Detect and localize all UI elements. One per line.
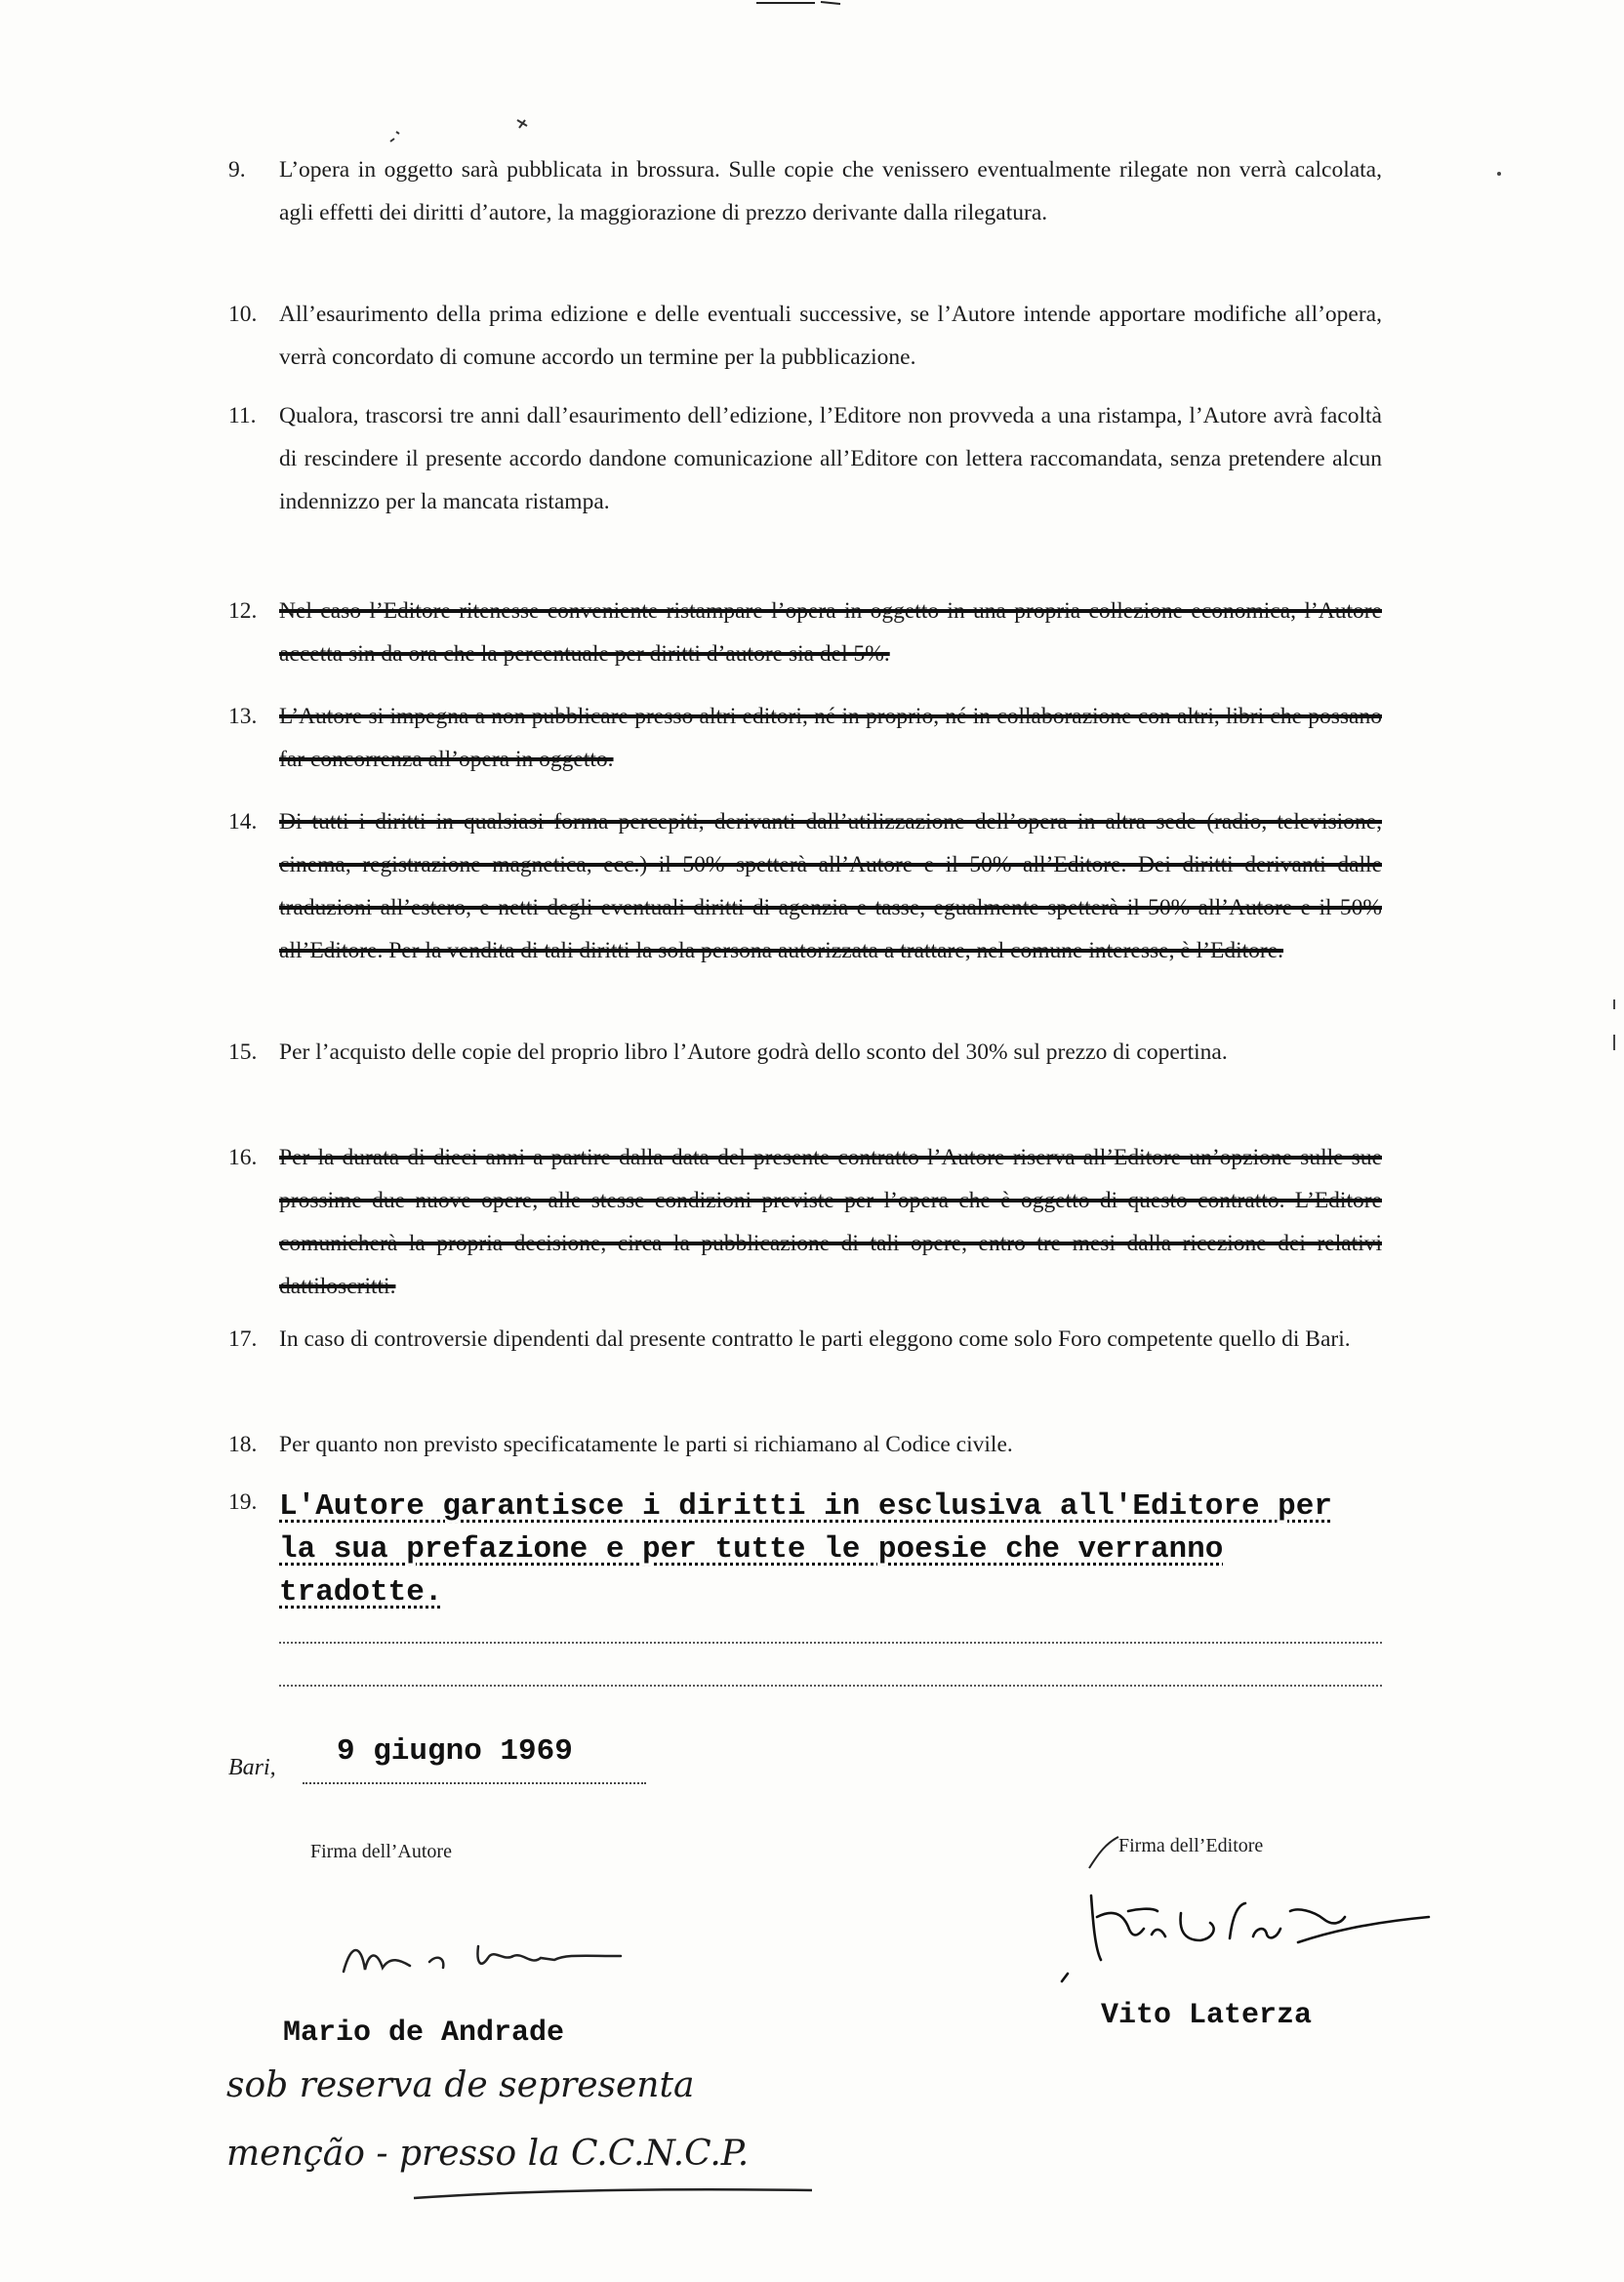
clause-number: 19. <box>228 1489 258 1515</box>
clause-text: Nel caso l’Editore ritenesse conveniente ristampare l’opera in oggetto in una propria collezione economica, l’Autore accetta sin da ora che la percentuale per diritti d’autore sia del 5%. <box>279 598 1382 667</box>
place-label: Bari, <box>228 1755 276 1780</box>
clause-number: 15. <box>228 1039 258 1065</box>
handwritten-note-line-2: menção - presso la C.C.N.C.P. <box>226 2134 750 2174</box>
clause-11 <box>230 394 1382 523</box>
author-signature <box>332 1933 634 1991</box>
clause-text: All’esaurimento della prima edizione e delle eventuali successive, se l’Autore intende apportare modifiche all’opera, verrà concordato di comune accordo un termine per la pubblicazione. <box>279 302 1382 370</box>
clause-17 <box>230 1318 1382 1361</box>
margin-mark <box>1491 166 1511 185</box>
clause-12-struck <box>230 590 1382 675</box>
clause-text: Qualora, trascorsi tre anni dall’esaurimento dell’edizione, l’Editore non provveda a una ristampa, l’Autore avrà facoltà di rescindere il presente accordo dandone comunicazione all’Editore con lettera raccomandata, senza pretendere alcun indennizzo per la mancata ristampa. <box>279 403 1382 514</box>
clause-number: 16. <box>228 1145 258 1170</box>
clause-text: Per quanto non previsto specificatamente le parti si richiamano al Codice civile. <box>279 1432 1013 1457</box>
author-signature-label: Firma dell’Autore <box>310 1841 452 1862</box>
clause-number: 10. <box>228 302 258 327</box>
margin-mark <box>1608 996 1620 1054</box>
author-typed-name: Mario de Andrade <box>283 2017 565 2050</box>
top-scan-mark <box>756 0 844 8</box>
clause-number: 9. <box>228 157 246 183</box>
clause-15 <box>230 1031 1382 1074</box>
publisher-signature-label: Firma dell’Editore <box>1118 1835 1264 1856</box>
clause-number: 18. <box>228 1432 258 1457</box>
blank-line <box>279 1685 1382 1687</box>
clause-text: Per l’acquisto delle copie del proprio libro l’Autore godrà dello sconto del 30% sul prezzo di copertina. <box>279 1039 1228 1065</box>
clause-9 <box>230 148 1382 234</box>
clause-14-struck <box>230 800 1382 972</box>
handwritten-underline <box>410 2184 820 2204</box>
clause-text: L’Autore si impegna a non pubblicare presso altri editori, né in proprio, né in collaborazione con altri, libri che possano far concorrenza all’opera in oggetto. <box>279 704 1382 772</box>
clause-text: In caso di controversie dipendenti dal presente contratto le parti eleggono come solo Foro competente quello di Bari. <box>279 1326 1351 1352</box>
clause-text: L’opera in oggetto sarà pubblicata in brossura. Sulle copie che venissero eventualmente rilegate non verrà calcolata, agli effetti dei diritti d’autore, la maggiorazione di prezzo derivante dalla rilegatura. <box>279 157 1382 225</box>
clause-13-struck <box>230 695 1382 781</box>
date-line <box>303 1782 646 1784</box>
contract-date: 9 giugno 1969 <box>337 1734 573 1769</box>
clause-number: 11. <box>228 403 257 428</box>
clause-text: Di tutti i diritti in qualsiasi forma percepiti, derivanti dall’utilizzazione dell’opera in altra sede (radio, televisione, cinema, registrazione magnetica, ecc.) il 50% spetterà all’Autore e il 50% all’Editore. Dei diritti derivanti dalle traduzioni all’estero, e netti degli eventuali diritti di agenzia e tasse, egualmente spetterà il 50% all’Autore e il 50% all’Editore. Per la vendita di tali diritti la sola persona autorizzata a trattare, nel comune interesse, è l’Editore. <box>279 809 1382 963</box>
clause-18 <box>230 1423 1382 1466</box>
clause-number: 12. <box>228 598 258 624</box>
clause-number: 14. <box>228 809 258 835</box>
clause-number: 13. <box>228 704 258 729</box>
clause-16-struck <box>230 1136 1382 1308</box>
clause-number: 17. <box>228 1326 258 1352</box>
clause-text: Per la durata di dieci anni a partire dalla data del presente contratto l’Autore riserva all’Editore un’opzione sulle sue prossime due nuove opere, alle stesse condizioni previste per l’opera che è oggetto di questo contratto. L’Editore comunicherà la propria decisione, circa la pubblicazione di tali opere, entro tre mesi dalla ricezione dei relativi dattiloscritti. <box>279 1145 1382 1299</box>
clause-10 <box>230 293 1382 379</box>
typed-clause-text: L'Autore garantisce i diritti in esclusiva all'Editore per la sua prefazione e per tutte le poesie che verranno tradotte. <box>279 1489 1332 1610</box>
publisher-signature <box>1035 1884 1444 1991</box>
blank-line <box>279 1642 1382 1644</box>
publisher-typed-name: Vito Laterza <box>1101 1999 1313 2032</box>
handwritten-note-line-1: sob reserva de sepresenta <box>226 2065 695 2105</box>
